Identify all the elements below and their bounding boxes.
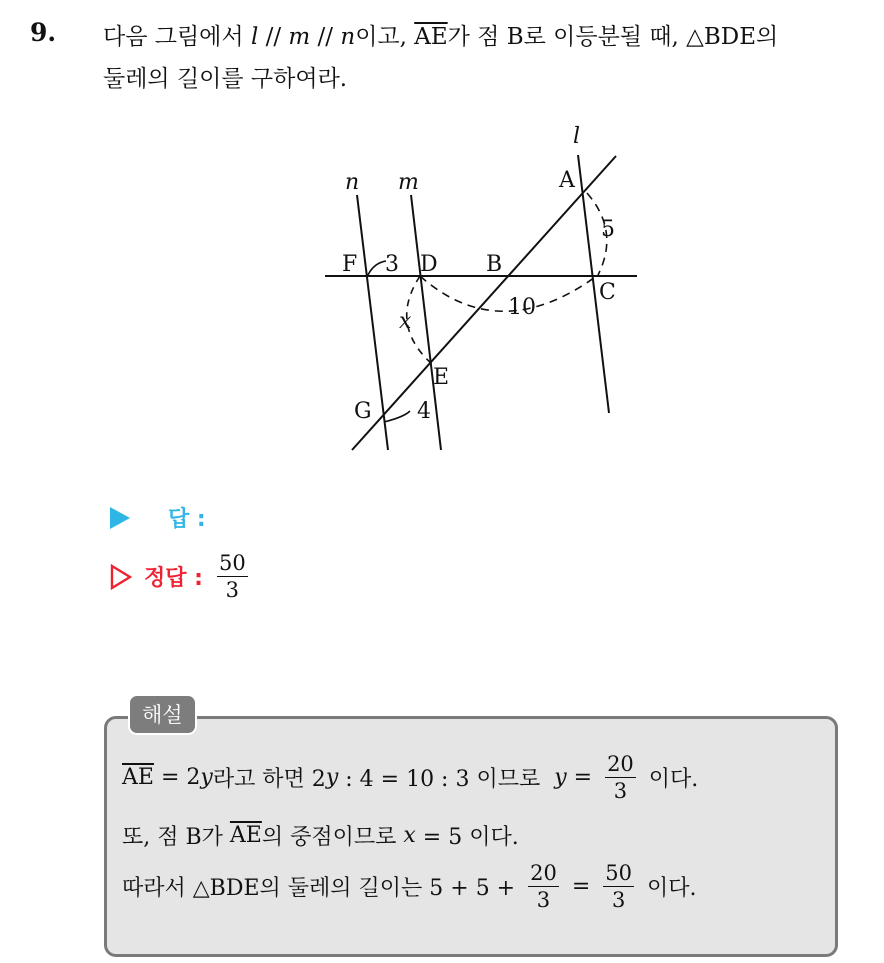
parallel-symbol: // — [310, 24, 341, 50]
label-dc-10: 10 — [508, 295, 536, 320]
transversal-ga — [352, 156, 616, 450]
answer-label: 답 : — [168, 507, 206, 532]
correct-answer-fraction — [217, 550, 248, 603]
solution-text: = 5 이다. — [415, 825, 519, 850]
fraction-numerator: 20 — [530, 861, 557, 885]
label-b: B — [486, 252, 503, 277]
arc-ge — [384, 411, 410, 422]
label-fd-3: 3 — [385, 252, 399, 277]
solution-text: 라고 하면 2 — [212, 767, 326, 792]
parallel-symbol: // — [258, 24, 289, 50]
label-g: G — [354, 399, 372, 424]
label-ac-5: 5 — [601, 217, 615, 242]
segment-ae: $\overline{AE}$ — [122, 765, 154, 790]
answer-row — [110, 502, 206, 533]
segment-ae: $\overline{AE}$ — [229, 823, 262, 848]
fraction-numerator: 20 — [607, 752, 634, 776]
label-f: F — [342, 252, 358, 277]
solution-text: 의 중점이므로 — [261, 825, 404, 850]
fraction-numerator: 50 — [218, 551, 246, 575]
fraction — [603, 860, 634, 913]
label-d: D — [420, 252, 438, 277]
var-x: x — [403, 823, 416, 848]
geometry-figure — [300, 115, 660, 460]
label-a: A — [559, 168, 575, 193]
var-y: y — [325, 765, 339, 790]
question-text — [103, 16, 863, 100]
correct-answer-row — [110, 550, 254, 603]
question-number: 9. — [30, 18, 57, 47]
var-y: y — [554, 765, 567, 790]
fraction-denominator: 3 — [536, 888, 551, 912]
segment-ae: $\overline{AE}$ — [414, 24, 448, 50]
solution-line-3 — [122, 860, 697, 913]
label-e: E — [433, 365, 450, 390]
question-intro: 다음 그림에서 — [103, 24, 251, 50]
solution-line-1 — [122, 751, 698, 804]
solution-text: 따라서 △BDE의 둘레의 길이는 5 + 5 + — [122, 876, 523, 901]
filled-triangle-icon — [110, 507, 130, 529]
question-part: 둘레의 길이를 구하여라. — [103, 66, 348, 92]
label-de-x: x — [399, 309, 412, 334]
correct-answer-label: 정답 : — [144, 566, 203, 591]
fraction-numerator: 50 — [605, 861, 633, 885]
label-l: l — [573, 124, 581, 149]
question-part: 이고, — [355, 24, 415, 50]
solution-text: = 2 — [153, 765, 201, 790]
fraction-denominator: 3 — [611, 888, 626, 912]
var-y: y — [200, 765, 213, 790]
label-c: C — [599, 280, 616, 305]
fraction-denominator: 3 — [225, 578, 240, 602]
label-ge-4: 4 — [417, 399, 431, 424]
solution-text: : 4 = 10 : 3 이므로 — [338, 767, 555, 792]
solution-tag: 해설 — [128, 694, 197, 735]
label-n: n — [345, 170, 360, 195]
var-n: n — [340, 24, 356, 50]
label-m: m — [398, 170, 419, 195]
solution-text: = — [566, 765, 600, 790]
outline-triangle-icon — [110, 564, 132, 590]
solution-text: = — [564, 874, 598, 899]
solution-text: 또, 점 B가 — [122, 825, 230, 850]
var-m: m — [288, 24, 311, 50]
solution-line-2 — [122, 820, 519, 851]
question-part: 가 점 B로 이등분될 때, △BDE의 — [447, 24, 779, 50]
fraction — [528, 860, 559, 913]
solution-text: 이다. — [641, 767, 699, 792]
arc-fd — [368, 261, 386, 275]
fraction — [605, 751, 636, 804]
fraction-denominator: 3 — [613, 779, 628, 803]
solution-text: 이다. — [640, 876, 697, 901]
var-l: l — [250, 24, 259, 50]
